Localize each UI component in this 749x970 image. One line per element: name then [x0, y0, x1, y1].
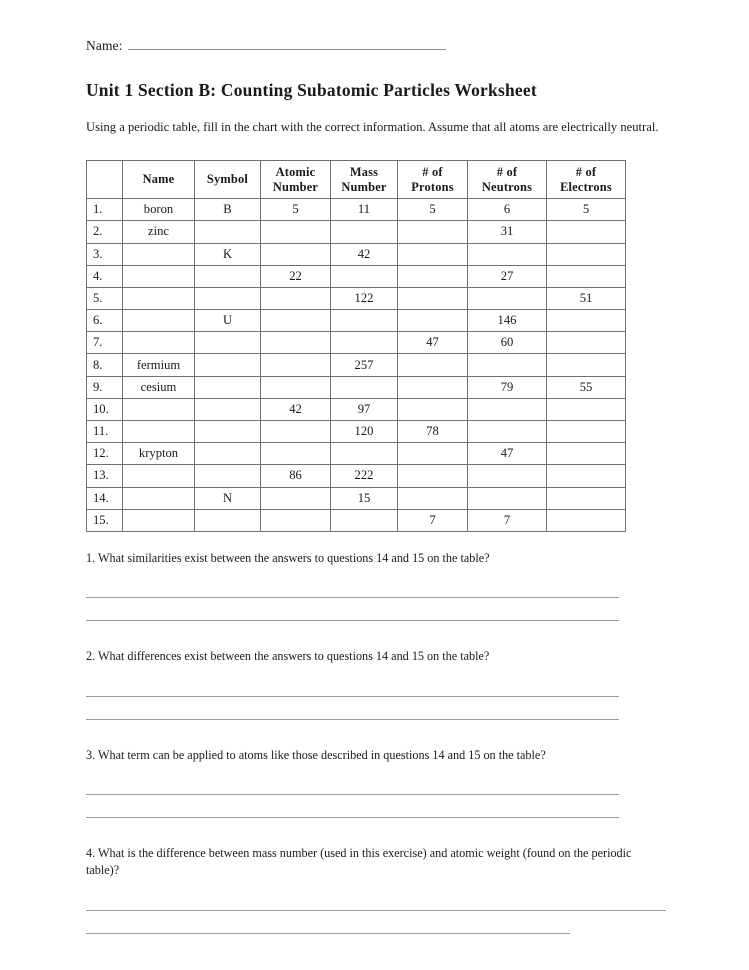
question-block-4	[86, 845, 665, 934]
cell-name[interactable]	[123, 421, 195, 443]
question-4-answer-line-2[interactable]	[86, 911, 570, 934]
col-header-protons-line1: # of	[422, 165, 443, 179]
cell-atomic-number[interactable]	[261, 376, 331, 398]
row-index: 5.	[87, 287, 123, 309]
cell-neutrons[interactable]: 47	[468, 443, 547, 465]
row-index: 13.	[87, 465, 123, 487]
question-2-text: 2. What differences exist between the answers to questions 14 and 15 on the table?	[86, 649, 490, 664]
cell-atomic-number[interactable]	[261, 332, 331, 354]
table-row	[87, 354, 626, 376]
cell-atomic-number[interactable]	[261, 354, 331, 376]
cell-electrons[interactable]	[547, 243, 626, 265]
row-index: 14.	[87, 487, 123, 509]
cell-electrons[interactable]	[547, 509, 626, 531]
name-label: Name:	[86, 38, 123, 53]
cell-neutrons[interactable]: 7	[468, 509, 547, 531]
instructions-paragraph: Using a periodic table, fill in the chart with the correct information. Assume that all atoms are electrically neutral.	[86, 119, 659, 134]
cell-mass-number[interactable]	[331, 265, 398, 287]
cell-symbol[interactable]	[195, 354, 261, 376]
cell-protons[interactable]	[398, 487, 468, 509]
table-row	[87, 398, 626, 420]
row-index: 4.	[87, 265, 123, 287]
cell-mass-number[interactable]: 257	[331, 354, 398, 376]
row-index: 12.	[87, 443, 123, 465]
cell-mass-number[interactable]: 11	[331, 199, 398, 221]
cell-electrons[interactable]: 51	[547, 287, 626, 309]
cell-neutrons[interactable]	[468, 465, 547, 487]
col-header-name	[123, 161, 195, 199]
cell-name[interactable]: fermium	[123, 354, 195, 376]
cell-name[interactable]	[123, 332, 195, 354]
table-row	[87, 487, 626, 509]
cell-electrons[interactable]	[547, 398, 626, 420]
cell-electrons[interactable]	[547, 354, 626, 376]
question-block-2	[86, 648, 665, 719]
cell-electrons[interactable]	[547, 310, 626, 332]
cell-symbol[interactable]: K	[195, 243, 261, 265]
table-row	[87, 221, 626, 243]
cell-symbol[interactable]	[195, 376, 261, 398]
cell-atomic-number[interactable]	[261, 487, 331, 509]
question-1-answer-line-1[interactable]	[86, 575, 619, 598]
cell-atomic-number[interactable]	[261, 287, 331, 309]
cell-neutrons[interactable]: 31	[468, 221, 547, 243]
cell-atomic-number[interactable]: 42	[261, 398, 331, 420]
name-field-row	[86, 38, 665, 60]
cell-atomic-number[interactable]	[261, 443, 331, 465]
question-1-text: 1. What similarities exist between the answers to questions 14 and 15 on the table?	[86, 550, 490, 565]
chart-table-wrapper	[86, 160, 665, 532]
cell-name[interactable]	[123, 465, 195, 487]
cell-atomic-number[interactable]	[261, 221, 331, 243]
cell-protons[interactable]	[398, 398, 468, 420]
question-block-3	[86, 747, 665, 818]
cell-neutrons[interactable]	[468, 354, 547, 376]
cell-symbol[interactable]	[195, 509, 261, 531]
cell-protons[interactable]	[398, 265, 468, 287]
col-header-index	[87, 161, 123, 199]
cell-protons[interactable]	[398, 287, 468, 309]
cell-protons[interactable]	[398, 221, 468, 243]
cell-protons[interactable]: 47	[398, 332, 468, 354]
col-header-atomic-number-line2: Number	[272, 179, 319, 194]
cell-mass-number[interactable]	[331, 376, 398, 398]
col-header-electrons-line2: Electrons	[560, 179, 612, 194]
question-3-answer-line-1[interactable]	[86, 772, 619, 795]
col-header-atomic-number-line1: Atomic	[275, 165, 316, 179]
cell-symbol[interactable]	[195, 332, 261, 354]
name-input-rule[interactable]	[128, 38, 446, 50]
cell-atomic-number[interactable]: 5	[261, 199, 331, 221]
cell-symbol[interactable]	[195, 421, 261, 443]
cell-name[interactable]	[123, 265, 195, 287]
page-title: Unit 1 Section B: Counting Subatomic Particles Worksheet	[86, 80, 537, 100]
question-2-answer-line-1[interactable]	[86, 674, 619, 697]
cell-protons[interactable]	[398, 376, 468, 398]
cell-mass-number[interactable]	[331, 221, 398, 243]
cell-protons[interactable]: 5	[398, 199, 468, 221]
cell-electrons[interactable]	[547, 487, 626, 509]
cell-protons[interactable]	[398, 443, 468, 465]
cell-name[interactable]: boron	[123, 199, 195, 221]
cell-neutrons[interactable]	[468, 287, 547, 309]
table-row	[87, 199, 626, 221]
row-index: 3.	[87, 243, 123, 265]
cell-mass-number[interactable]: 97	[331, 398, 398, 420]
col-header-mass-number-line2: Number	[341, 179, 387, 194]
cell-mass-number[interactable]	[331, 443, 398, 465]
cell-neutrons[interactable]	[468, 243, 547, 265]
cell-symbol[interactable]	[195, 221, 261, 243]
cell-atomic-number[interactable]	[261, 243, 331, 265]
question-3-answer-line-2[interactable]	[86, 795, 619, 818]
cell-neutrons[interactable]	[468, 487, 547, 509]
cell-mass-number[interactable]	[331, 310, 398, 332]
question-1-answer-line-2[interactable]	[86, 598, 619, 621]
cell-protons[interactable]: 78	[398, 421, 468, 443]
cell-electrons[interactable]	[547, 465, 626, 487]
cell-protons[interactable]	[398, 310, 468, 332]
col-header-symbol	[195, 161, 261, 199]
cell-electrons[interactable]: 5	[547, 199, 626, 221]
cell-atomic-number[interactable]: 22	[261, 265, 331, 287]
questions-section	[86, 550, 665, 934]
cell-name[interactable]	[123, 243, 195, 265]
cell-mass-number[interactable]: 222	[331, 465, 398, 487]
spacer-after-question-1	[86, 630, 665, 648]
cell-name[interactable]	[123, 287, 195, 309]
row-index: 15.	[87, 509, 123, 531]
cell-protons[interactable]	[398, 354, 468, 376]
table-row	[87, 265, 626, 287]
cell-protons[interactable]	[398, 243, 468, 265]
cell-name[interactable]: zinc	[123, 221, 195, 243]
cell-mass-number[interactable]: 15	[331, 487, 398, 509]
cell-protons[interactable]	[398, 465, 468, 487]
table-row	[87, 332, 626, 354]
cell-mass-number[interactable]	[331, 509, 398, 531]
cell-atomic-number[interactable]: 86	[261, 465, 331, 487]
cell-neutrons[interactable]: 60	[468, 332, 547, 354]
cell-symbol[interactable]: N	[195, 487, 261, 509]
cell-symbol[interactable]	[195, 465, 261, 487]
table-row	[87, 509, 626, 531]
table-row	[87, 376, 626, 398]
question-4-text: 4. What is the difference between mass number (used in this exercise) and atomic weight (found on the periodic table)?	[86, 845, 632, 878]
col-header-neutrons-line1: # of	[496, 165, 518, 179]
col-header-atomic-number	[261, 161, 331, 199]
cell-symbol[interactable]: B	[195, 199, 261, 221]
table-body	[87, 199, 626, 532]
cell-mass-number[interactable]	[331, 332, 398, 354]
cell-name[interactable]: cesium	[123, 376, 195, 398]
cell-mass-number[interactable]: 120	[331, 421, 398, 443]
cell-electrons[interactable]	[547, 443, 626, 465]
question-block-1	[86, 550, 665, 621]
col-header-mass-number	[331, 161, 398, 199]
table-row	[87, 287, 626, 309]
row-index: 2.	[87, 221, 123, 243]
cell-mass-number[interactable]: 42	[331, 243, 398, 265]
col-header-electrons-line1: # of	[575, 165, 597, 179]
cell-electrons[interactable]	[547, 265, 626, 287]
table-row	[87, 243, 626, 265]
cell-neutrons[interactable]: 79	[468, 376, 547, 398]
row-index: 8.	[87, 354, 123, 376]
cell-neutrons[interactable]: 27	[468, 265, 547, 287]
cell-electrons[interactable]	[547, 421, 626, 443]
cell-mass-number[interactable]: 122	[331, 287, 398, 309]
spacer-after-question-2	[86, 729, 665, 747]
col-header-symbol-line1: Symbol	[206, 172, 249, 187]
cell-atomic-number[interactable]	[261, 509, 331, 531]
table-row	[87, 421, 626, 443]
cell-name[interactable]	[123, 487, 195, 509]
cell-neutrons[interactable]	[468, 398, 547, 420]
question-4-answer-line-1[interactable]	[86, 888, 666, 911]
col-header-electrons	[547, 161, 626, 199]
row-index: 10.	[87, 398, 123, 420]
question-3-text: 3. What term can be applied to atoms like those described in questions 14 and 15 on the table?	[86, 747, 546, 762]
cell-symbol[interactable]	[195, 287, 261, 309]
row-index: 6.	[87, 310, 123, 332]
row-index: 7.	[87, 332, 123, 354]
cell-name[interactable]	[123, 310, 195, 332]
col-header-neutrons-line2: Neutrons	[481, 179, 533, 194]
table-row	[87, 310, 626, 332]
table-row	[87, 443, 626, 465]
cell-name[interactable]	[123, 398, 195, 420]
cell-electrons[interactable]	[547, 221, 626, 243]
cell-electrons[interactable]	[547, 332, 626, 354]
cell-electrons[interactable]: 55	[547, 376, 626, 398]
subatomic-particles-table	[86, 160, 626, 532]
cell-neutrons[interactable]: 6	[468, 199, 547, 221]
table-header-row	[87, 161, 626, 199]
col-header-mass-number-line1: Mass	[349, 165, 379, 179]
cell-symbol[interactable]	[195, 398, 261, 420]
question-2-answer-line-2[interactable]	[86, 697, 619, 720]
row-index: 11.	[87, 421, 123, 443]
col-header-name-line1: Name	[142, 172, 175, 187]
cell-neutrons[interactable]	[468, 421, 547, 443]
cell-name[interactable]	[123, 509, 195, 531]
table-row	[87, 465, 626, 487]
spacer-after-question-3	[86, 827, 665, 845]
cell-symbol[interactable]: U	[195, 310, 261, 332]
cell-protons[interactable]: 7	[398, 509, 468, 531]
col-header-protons	[398, 161, 468, 199]
cell-name[interactable]: krypton	[123, 443, 195, 465]
cell-symbol[interactable]	[195, 265, 261, 287]
cell-atomic-number[interactable]	[261, 310, 331, 332]
cell-neutrons[interactable]: 146	[468, 310, 547, 332]
row-index: 9.	[87, 376, 123, 398]
row-index: 1.	[87, 199, 123, 221]
cell-symbol[interactable]	[195, 443, 261, 465]
col-header-neutrons	[468, 161, 547, 199]
col-header-protons-line2: Protons	[411, 179, 454, 194]
cell-atomic-number[interactable]	[261, 421, 331, 443]
